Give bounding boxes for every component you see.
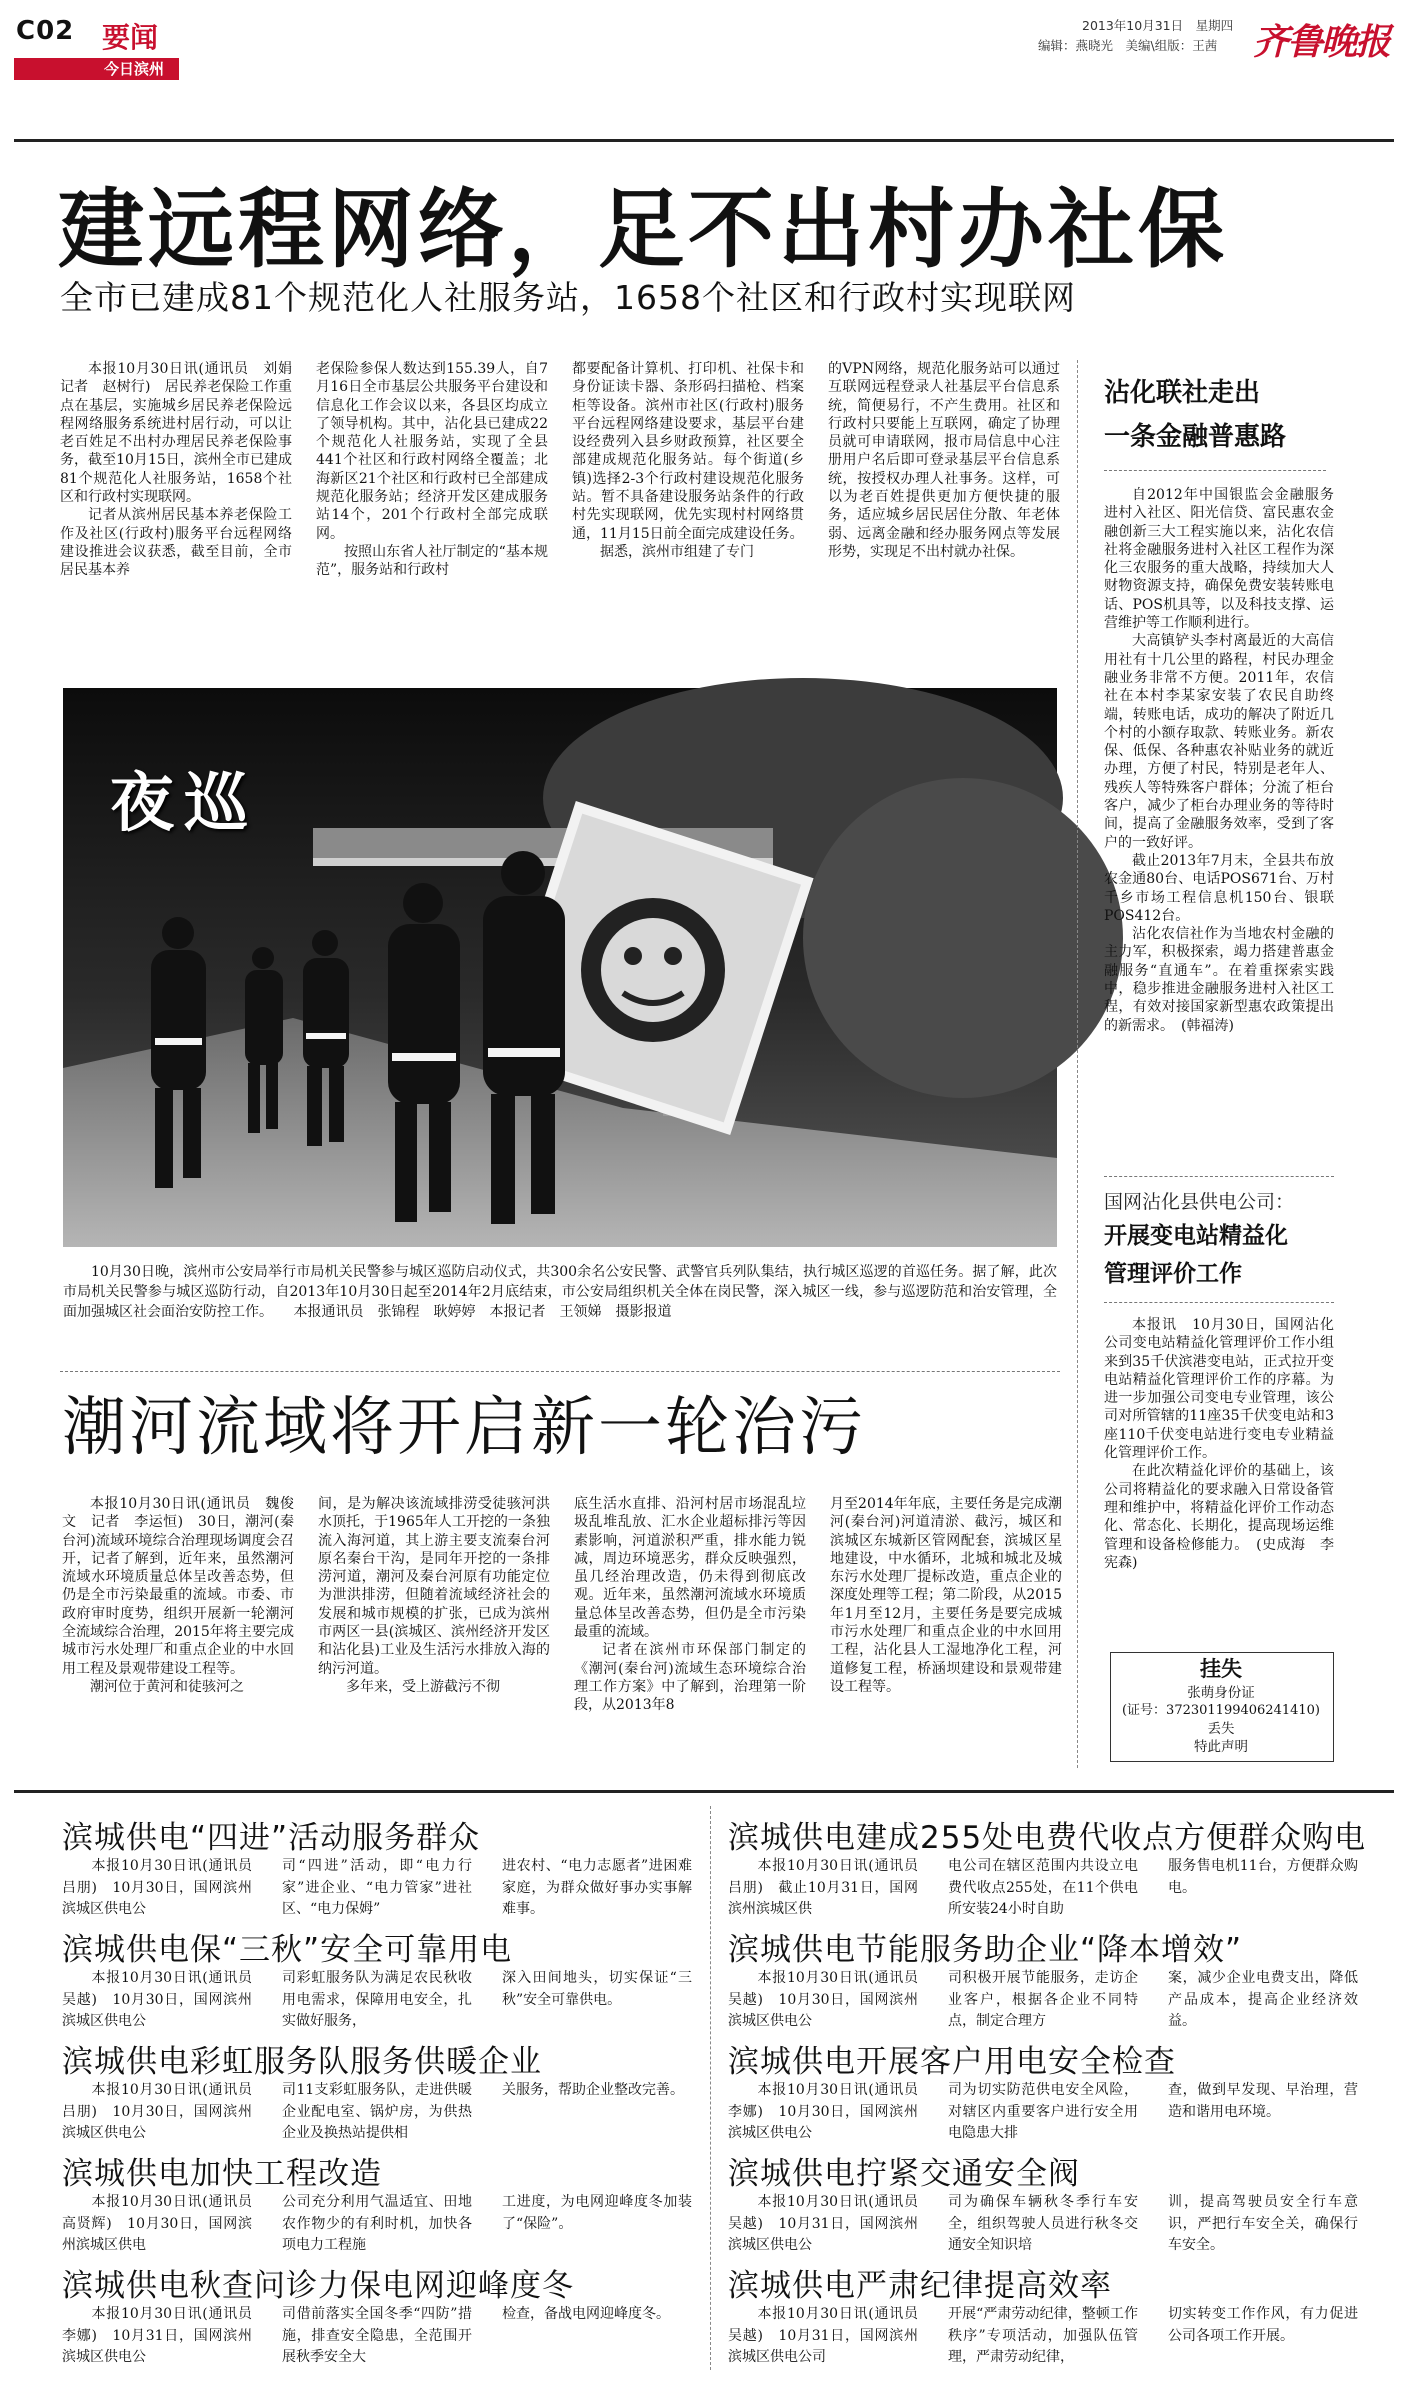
- brief-text: 本报10月30日讯(通讯员 吴越) 10月31日，国网滨州滨城区供电公: [728, 2194, 932, 2253]
- lost-notice-title: 挂失: [1200, 1657, 1242, 1681]
- header-rule: [14, 139, 1394, 142]
- brief-left-2: [62, 1924, 694, 2032]
- brief-text: 本报10月30日讯(通讯员 吴越) 10月31日，国网滨州滨城区供电公司: [728, 2306, 932, 2365]
- brief-text: 司为确保车辆秋冬季行车安全，组织驾驶人员进行秋冬交通安全知识培: [948, 2194, 1138, 2253]
- brief-title: 滨城供电建成255处电费代收点方便群众购电: [728, 1820, 1367, 1856]
- brief-right-2: [728, 1924, 1360, 2032]
- river-column-3: [574, 1495, 806, 1763]
- brief-text: 本报10月30日讯(通讯员 吕朋) 截止10月31日，国网滨州滨城区供: [728, 1858, 932, 1917]
- lost-notice-declaration: 特此声明: [1194, 1739, 1248, 1755]
- brief-text: 司积极开展节能服务，走访企业客户，根据各企业不同特点，制定合理方: [948, 1970, 1138, 2029]
- page-number: C02: [16, 16, 75, 46]
- lead-paragraph: 本报10月30日讯(通讯员 刘娟 记者 赵树行) 居民养老保险工作重点在基层，实施城乡居民养老保险远程网络服务系统进村居行动，可以让老百姓足不出村办理居民养老保险事务，截至10月15日，滨州全市已建成81个规范化人社服务站，1658个社区和行政村实现联网。: [60, 361, 306, 506]
- date-line: 2013年10月31日 星期四: [1082, 18, 1234, 33]
- brief-title: 滨城供电秋查问诊力保电网迎峰度冬: [62, 2268, 574, 2304]
- brief-title: 滨城供电开展客户用电安全检查: [728, 2044, 1176, 2080]
- river-paragraph: 本报10月30日讯(通讯员 魏俊文 记者 李运恒) 30日，潮河(秦台河)流域环境综合治理现场调度会召开，记者了解到，近年来，虽然潮河流域水环境质量总体呈改善态势，但仍是全市污染最重的流域。市委、市政府审时度势，组织开展新一轮潮河全流域综合治理，2015年将主要完成城市污水处理厂和重点企业的中水回用工程及景观带建设工程等。: [62, 1496, 294, 1677]
- brief-text: 司彩虹服务队为满足农民秋收用电需求，保障用电安全，扎实做好服务，: [282, 1970, 472, 2029]
- brief-left-1: [62, 1812, 694, 1920]
- river-column-2: [318, 1495, 550, 1763]
- brief-text: 工进度，为电网迎峰度冬加装了“保险”。: [502, 2194, 692, 2232]
- river-column-1: [62, 1495, 294, 1763]
- brief-text: 本报10月30日讯(通讯员 高贤辉) 10月30日，国网滨州滨城区供电: [62, 2194, 266, 2253]
- brief-title: 滨城供电节能服务助企业“降本增效”: [728, 1932, 1243, 1968]
- brief-left-4: [62, 2148, 694, 2256]
- brief-text: 深入田间地头，切实保证“三秋”安全可靠供电。: [502, 1970, 692, 2008]
- lead-subheadline: 全市已建成81个规范化人社服务站，1658个社区和行政村实现联网: [60, 278, 1076, 317]
- lead-paragraph: 都要配备计算机、打印机、社保卡和身份证读卡器、条形码扫描枪、档案柜等设备。滨州市社区(行政村)服务平台远程网络建设要求，基层平台建设经费列入县乡财政预算，社区要全部建成规范化服务站。每个街道(乡镇)选择2-3个行政村建设规范化服务站。暂不具备建设服务站条件的行政村先实现联网，优先实现村村网络贯通，11月15日前全面完成建设任务。: [572, 361, 804, 542]
- brief-right-5: [728, 2260, 1360, 2370]
- newspaper-logo: 齐鲁晚报: [1253, 21, 1390, 63]
- section-name: 要闻: [102, 21, 159, 54]
- brief-text: 开展“严肃劳动纪律，整顿工作秩序”专项活动，加强队伍管理，严肃劳动纪律，: [948, 2306, 1138, 2365]
- river-paragraph: 底生活水直排、沿河村居市场混乱垃圾乱堆乱放、汇水企业超标排污等因素影响，河道淤积严重，排水能力锐减，周边环境恶劣，群众反映强烈，虽几经治理改造，仍未得到彻底改观。近年来，虽然潮河流域水环境质量总体呈改善态势，但仍是全市污染最重的流域。: [574, 1496, 806, 1641]
- river-top-rule: [60, 1371, 1060, 1372]
- brief-title: 滨城供电加快工程改造: [62, 2156, 382, 2192]
- brief-text: 本报10月30日讯(通讯员 吴越) 10月30日，国网滨州滨城区供电公: [728, 1970, 932, 2029]
- brief-right-3: [728, 2036, 1360, 2144]
- sidebar1-title-rule: [1104, 470, 1326, 471]
- brief-text: 本报10月30日讯(通讯员 李娜) 10月30日，国网滨州滨城区供电公: [728, 2082, 932, 2141]
- sidebar2-title-line1: 开展变电站精益化: [1104, 1223, 1288, 1249]
- sidebar2-body: [1104, 1316, 1334, 1646]
- lost-notice-id: (证号：372301199406241410): [1121, 1703, 1321, 1718]
- brief-title: 滨城供电严肃纪律提高效率: [728, 2268, 1112, 2304]
- sidebar2-title-rule: [1104, 1302, 1334, 1303]
- river-paragraph: 记者在滨州市环保部门制定的《潮河(秦台河)流域生态环境综合治理工作方案》中了解到，治理第一阶段，从2013年8: [574, 1642, 806, 1714]
- brief-right-4: [728, 2148, 1360, 2256]
- briefs-divider: [710, 1806, 711, 2370]
- lost-notice-name: 张萌身份证: [1187, 1685, 1255, 1701]
- sidebar2-paragraph: 在此次精益化评价的基础上，该公司将精益化的要求融入日常设备管理和维护中，将精益化评价工作动态化、常态化、长期化，提高现场运维管理和设备检修能力。 (史成海 李宪森): [1104, 1463, 1334, 1571]
- brief-text: 本报10月30日讯(通讯员 吕朋) 10月30日，国网滨州滨城区供电公: [62, 2082, 266, 2141]
- brief-text: 司11支彩虹服务队，走进供暖企业配电室、锅炉房，为供热企业及换热站提供相: [282, 2082, 472, 2141]
- brief-text: 查，做到早发现、早治理，营造和谐用电环境。: [1168, 2082, 1358, 2120]
- brief-title: 滨城供电“四进”活动服务群众: [62, 1820, 481, 1856]
- river-headline: 潮河流域将开启新一轮治污: [62, 1391, 866, 1465]
- sidebar2-paragraph: 本报讯 10月30日，国网沾化公司变电站精益化管理评价工作小组来到35千伏滨港变电站，正式拉开变电站精益化管理评价工作的序幕。为进一步加强公司变电专业管理，该公司对所管辖的11座35千伏变电站和3座110千伏变电站进行变电专业精益化管理评价工作。: [1104, 1317, 1334, 1462]
- brief-text: 检查，备战电网迎峰度冬。: [502, 2306, 670, 2322]
- lead-paragraph: 的VPN网络，规范化服务站可以通过互联网远程登录人社基层平台信息系统，简便易行，不产生费用。社区和行政村只要能上互联网，确定了协理员就可申请联网，报市局信息中心注册用户名后即可登录基层平台信息系统，按授权办理人社事务。这样，可以为老百姓提供更加方便快捷的服务，适应城乡居民居住分散、年老体弱、远离金融和经办服务网点等发展形势，实现足不出村就办社保。: [828, 361, 1060, 560]
- brief-title: 滨城供电保“三秋”安全可靠用电: [62, 1932, 513, 1968]
- lead-column-2: [316, 360, 548, 630]
- subsection-name: 今日滨州: [104, 60, 165, 78]
- lead-paragraph: 按照山东省人社厅制定的“基本规范”，服务站和行政村: [316, 543, 548, 579]
- brief-text: 司为切实防范供电安全风险，对辖区内重要客户进行安全用电隐患大排: [948, 2082, 1138, 2141]
- brief-text: 本报10月30日讯(通讯员 李娜) 10月31日，国网滨州滨城区供电公: [62, 2306, 266, 2365]
- photo-caption-text: 10月30日晚，滨州市公安局举行市局机关民警参与城区巡防启动仪式，共300余名公安民警、武警官兵列队集结，执行城区巡逻的首巡任务。据了解，此次市局机关民警参与城区巡防行动，自2013年10月30日起至2014年2月底结束，市公安局组织机关全体在岗民警，深入城区一线，参与巡逻防范和治安管理，全面加强城区社会面治安防控工作。: [63, 1264, 1057, 1320]
- river-column-4: [830, 1495, 1062, 1763]
- river-paragraph: 月至2014年年底，主要任务是完成潮河(秦台河)河道清淤、截污，城区和滨城区东城新区管网配套，滨城区星地建设，中水循环，北城和城北及城东污水处理厂提标改造，重点企业的深度处理等工程；第二阶段，从2015年1月至12月，主要任务是要完成城市污水处理厂和重点企业的中水回用工程，沾化县人工湿地净化工程，河道修复工程，桥涵坝建设和景观带建设工程等。: [830, 1496, 1062, 1695]
- brief-text: 司借前落实全国冬季“四防”措施，排查安全隐患，全范围开展秋季安全大: [282, 2306, 472, 2365]
- lead-column-3: [572, 360, 804, 630]
- sidebar1-paragraph: 大高镇铲头李村离最近的大高信用社有十几公里的路程，村民办理金融业务非常不方便。2011年，农信社在本村李某家安装了农民自助终端，转账电话，成功的解决了附近几个村的小额存取款、转账业务。新农保、低保、各种惠农补贴业务的就近办理，方便了村民，特别是老年人、残疾人等特殊客户群体；分流了柜台客户，减少了柜台办理业务的等待时间，提高了金融服务效率，受到了客户的一致好评。: [1104, 633, 1334, 851]
- photo-overlay-title: 夜巡: [110, 766, 258, 841]
- brief-left-3: [62, 2036, 694, 2144]
- brief-title: 滨城供电彩虹服务队服务供暖企业: [62, 2044, 542, 2080]
- editor-line: 编辑：燕晓光 美编\组版：王茜: [1038, 38, 1218, 53]
- brief-right-1: [728, 1812, 1367, 1920]
- brief-text: 本报10月30日讯(通讯员 吕朋) 10月30日，国网滨州滨城区供电公: [62, 1858, 266, 1917]
- brief-left-5: [62, 2260, 694, 2370]
- brief-text: 本报10月30日讯(通讯员 吴越) 10月30日，国网滨州滨城区供电公: [62, 1970, 266, 2029]
- lead-column-4: [828, 360, 1060, 630]
- river-paragraph: 多年来，受上游截污不彻: [346, 1678, 500, 1695]
- lead-paragraph: 记者从滨州居民基本养老保险工作及社区(行政村)服务平台远程网络建设推进会议获悉，截至目前，全市居民基本养: [60, 507, 292, 579]
- sidebar1-body: [1104, 486, 1334, 1138]
- sidebar-divider: [1077, 360, 1078, 1768]
- brief-text: 服务售电机11台，方便群众购电。: [1168, 1858, 1358, 1896]
- brief-title: 滨城供电拧紧交通安全阀: [728, 2156, 1080, 2192]
- brief-text: 电公司在辖区范围内共设立电费代收点255处，在11个供电所安装24小时自助: [948, 1858, 1138, 1917]
- lead-headline: 建远程网络，足不出村办社保: [58, 180, 1228, 280]
- photo-credit: 本报通讯员 张锦程 耿婷婷 本报记者 王领娣 摄影报道: [293, 1304, 672, 1320]
- brief-text: 进农村、“电力志愿者”进困难家庭，为群众做好事办实事解难事。: [502, 1858, 692, 1917]
- sidebar1-paragraph: 截止2013年7月末，全县共布放农金通80台、电话POS671台、万村千乡市场工程信息机150台、银联POS412台。: [1104, 852, 1334, 924]
- river-paragraph: 间，是为解决该流域排涝受徒骇河洪水顶托，于1965年人工开挖的一条独流入海河道，其上游主要支流秦台河原名秦台干沟，是同年开挖的一条排涝河道，潮河及秦台河原有功能定位为泄洪排涝，但随着流域经济社会的发展和城市规模的扩张，已成为滨州市两区一县(滨城区、滨州经济开发区和沾化县)工业及生活污水排放入海的纳污河道。: [318, 1496, 550, 1677]
- sidebar1-paragraph: 自2012年中国银监会金融服务进村入社区、阳光信贷、富民惠农金融创新三大工程实施以来，沾化农信社将金融服务进村入社区工程作为深化三农服务的重大战略，持续加大人财物资源支持，确保免费安装转账电话、POS机具等，以及科技支撑、运营维护等工作顺利进行。: [1104, 487, 1334, 632]
- sidebar-separator: [1104, 1176, 1334, 1177]
- lead-column-1: [60, 360, 306, 630]
- sidebar1-title-line1: 沾化联社走出: [1104, 378, 1261, 408]
- brief-text: 关服务，帮助企业整改完善。: [502, 2082, 684, 2098]
- lead-paragraph: 据悉，滨州市组建了专门: [600, 543, 754, 560]
- brief-text: 案，减少企业电费支出，降低产品成本，提高企业经济效益。: [1168, 1970, 1358, 2029]
- lost-notice-status: 丢失: [1207, 1721, 1235, 1737]
- brief-text: 公司充分利用气温适宜、田地农作物少的有利时机，加快各项电力工程施: [282, 2194, 472, 2253]
- lead-paragraph: 老保险参保人数达到155.39人，自7月16日全市基层公共服务平台建设和信息化工作会议以来，各县区均成立了领导机构。其中，沾化县已建成22个规范化人社服务站，实现了全县441个社区和行政村网络全覆盖；北海新区21个社区和行政村已全部建成规范化服务站；经济开发区建成服务站14个，201个行政村全部完成联网。: [316, 361, 548, 542]
- brief-text: 司“四进”活动，即“电力行家”进企业、“电力管家”进社区、“电力保姆”: [282, 1858, 472, 1917]
- briefs-top-rule: [14, 1790, 1394, 1793]
- sidebar2-kicker: 国网沾化县供电公司：: [1104, 1191, 1295, 1213]
- river-paragraph: 潮河位于黄河和徒骇河之: [90, 1678, 244, 1695]
- sidebar2-title-line2: 管理评价工作: [1104, 1261, 1242, 1287]
- sidebar1-title-line2: 一条金融普惠路: [1104, 422, 1287, 452]
- brief-text: 训，提高驾驶员安全行车意识，严把行车安全关，确保行车安全。: [1168, 2194, 1358, 2253]
- brief-text: 切实转变工作作风，有力促进公司各项工作开展。: [1168, 2306, 1358, 2344]
- photo-caption: [63, 1262, 1057, 1322]
- sidebar1-paragraph: 沾化农信社作为当地农村金融的主力军，积极探索，竭力搭建普惠金融服务“直通车”。在着重探索实践中，稳步推进金融服务进村入社区工程，有效对接国家新型惠农政策提出的新需求。 (韩福涛): [1104, 926, 1334, 1034]
